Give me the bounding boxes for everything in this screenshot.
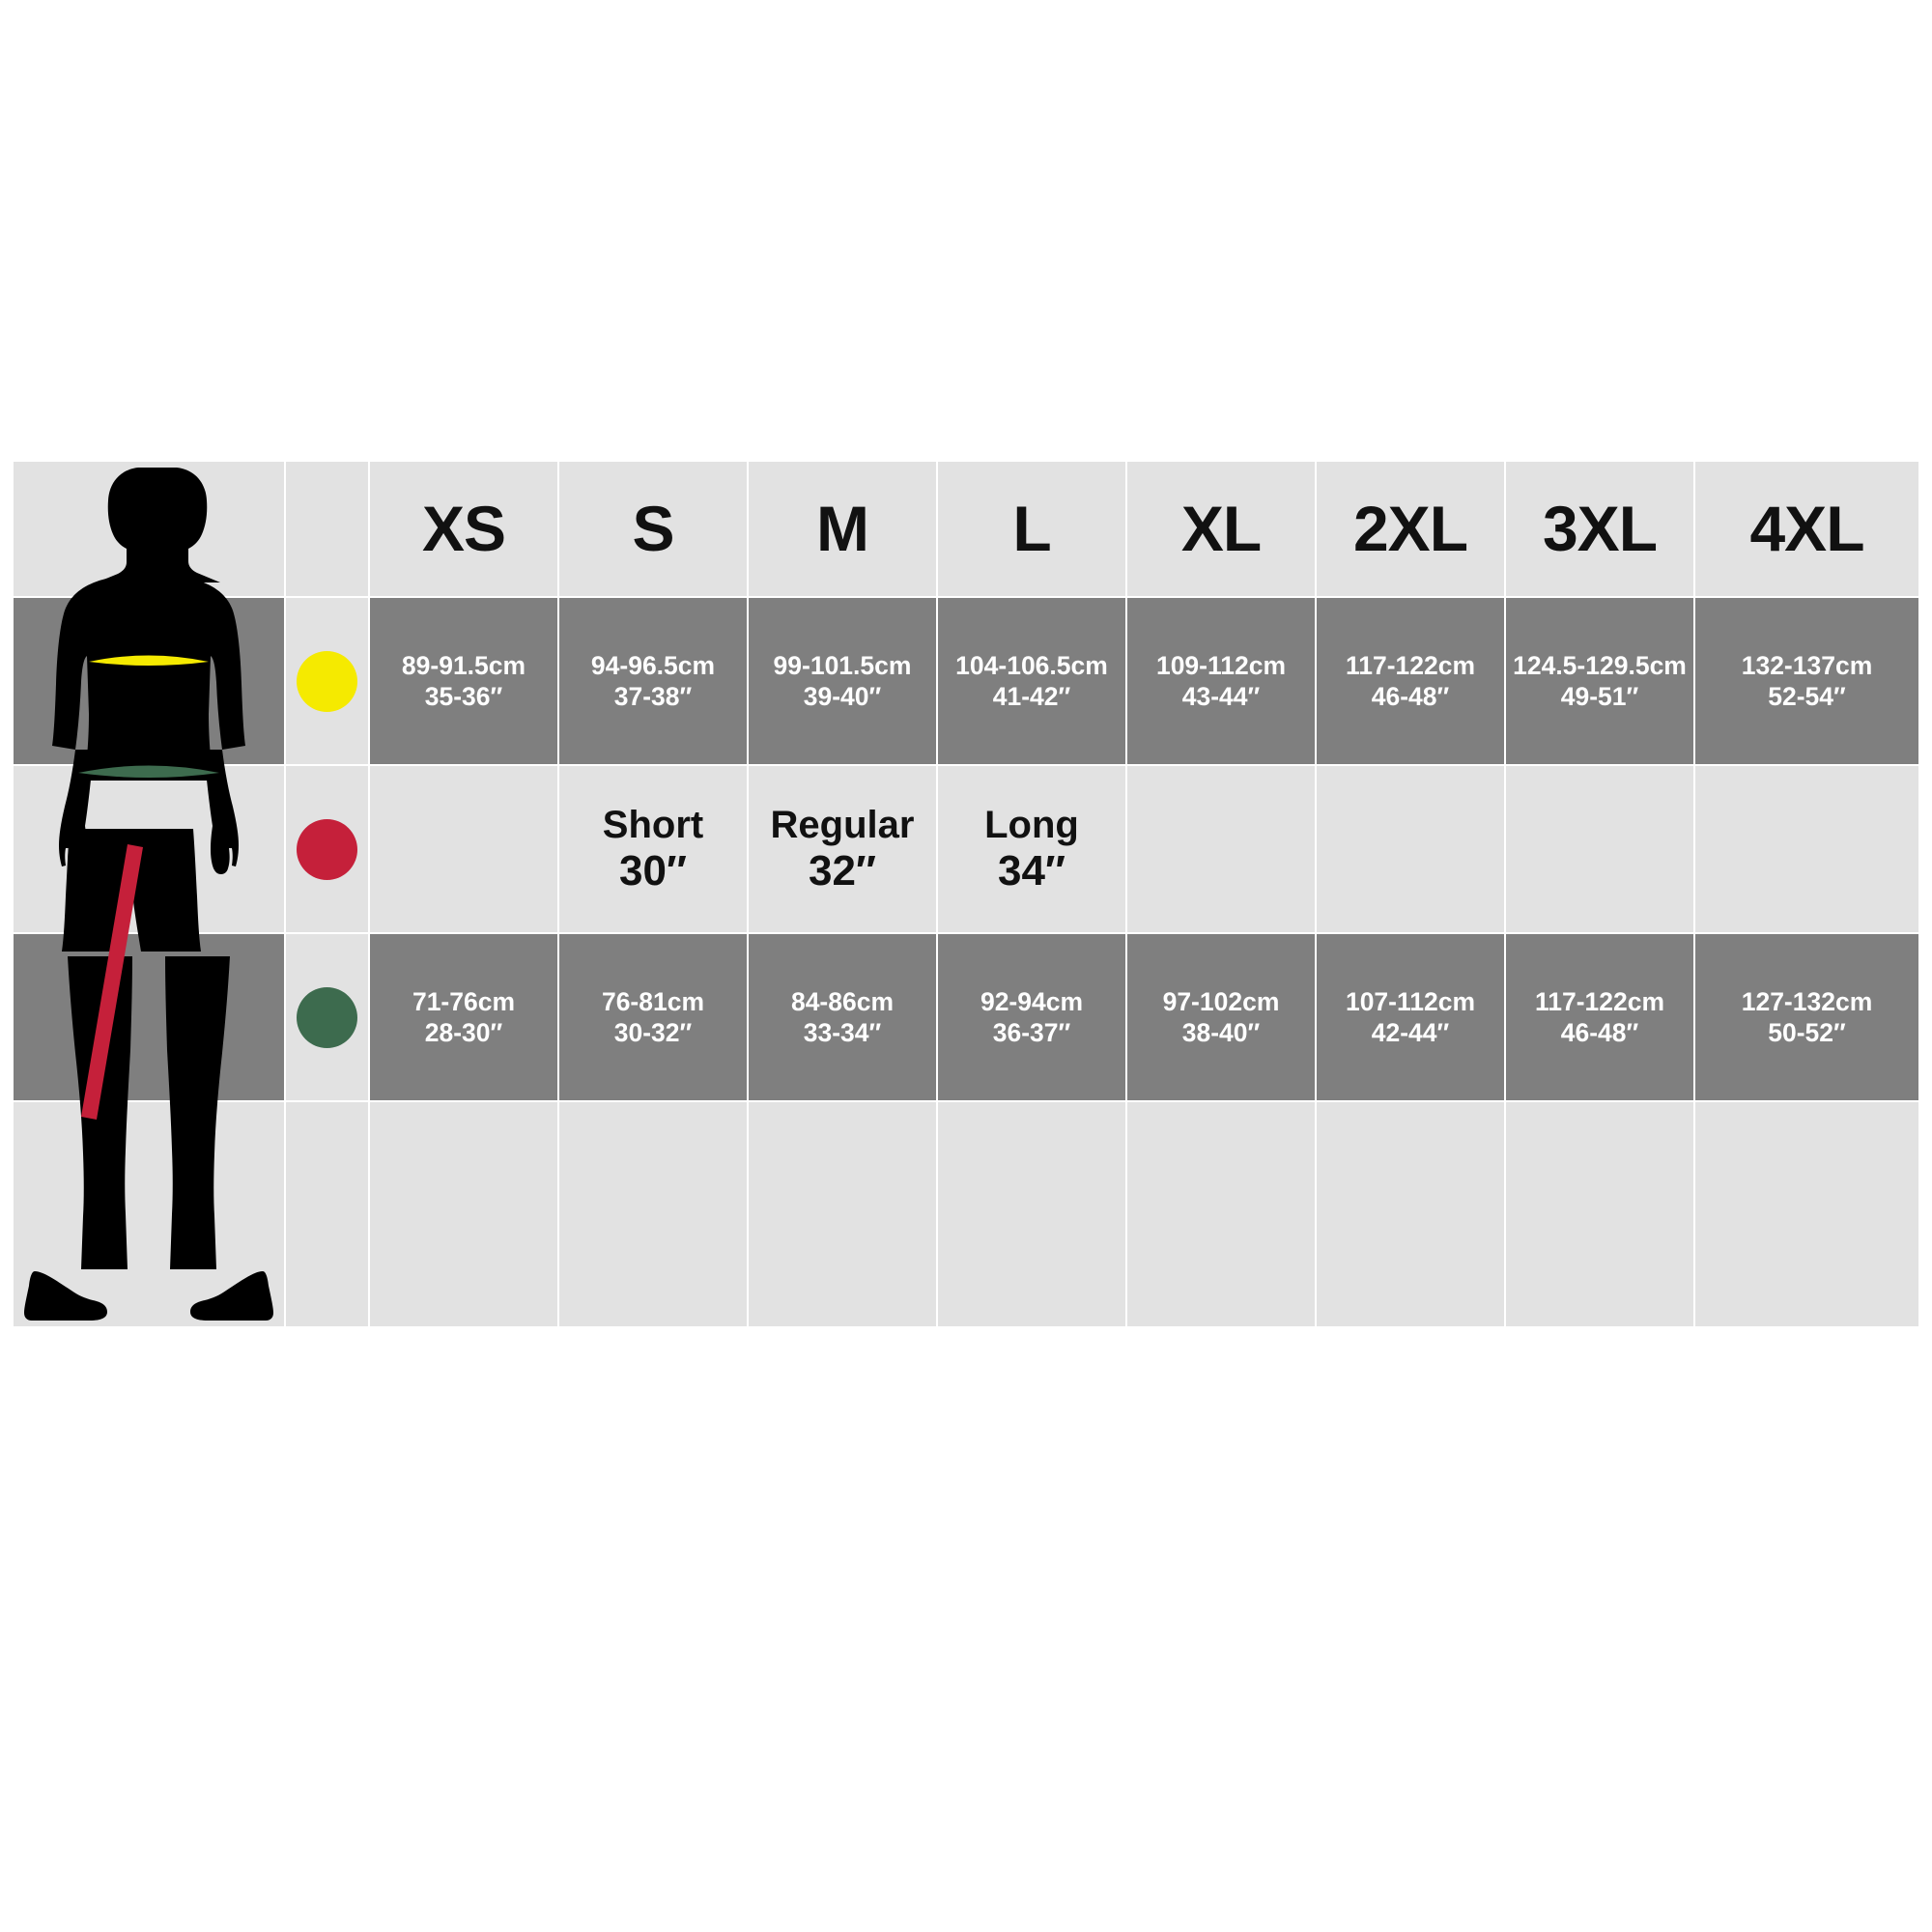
chest-value-xs-in: 35-36″ — [424, 682, 503, 711]
waist-value-xs — [370, 934, 557, 1100]
footer-cell-xs — [370, 1102, 557, 1326]
chest-value-3xl-cm: 124.5-129.5cm — [1513, 650, 1687, 680]
size-header-3xl-label: 3XL — [1542, 493, 1658, 565]
waist-marker-cell — [286, 934, 368, 1100]
chest-marker-icon — [297, 651, 357, 712]
body-silhouette-illustration — [14, 462, 284, 1326]
leg-value-long-label: Long — [984, 803, 1079, 846]
waist-value-s-in: 30-32″ — [613, 1018, 693, 1047]
leg-value-xs — [370, 766, 557, 932]
chest-value-4xl-in: 52-54″ — [1768, 682, 1846, 711]
waist-value-xs-cm: 71-76cm — [412, 986, 516, 1016]
chest-value-4xl-cm: 132-137cm — [1741, 650, 1873, 680]
waist-value-4xl — [1695, 934, 1918, 1100]
footer-cell-l — [938, 1102, 1125, 1326]
leg-length-marker-icon — [297, 819, 357, 880]
waist-value-4xl-in: 50-52″ — [1768, 1018, 1846, 1047]
leg-value-regular — [749, 766, 936, 932]
chest-value-l-cm: 104-106.5cm — [955, 650, 1108, 680]
leg-marker-cell — [286, 766, 368, 932]
waist-value-m-cm: 84-86cm — [790, 986, 895, 1016]
leg-value-long-number: 34″ — [997, 846, 1066, 895]
waist-value-3xl-cm: 117-122cm — [1534, 986, 1665, 1016]
chest-value-xl — [1127, 598, 1315, 764]
chest-value-xs — [370, 598, 557, 764]
size-header-xl-label: XL — [1180, 493, 1262, 565]
size-header-2xl-label: 2XL — [1352, 493, 1468, 565]
leg-value-short-number: 30″ — [618, 846, 688, 895]
size-header-l-label: L — [1012, 493, 1051, 565]
size-header-4xl-label: 4XL — [1749, 493, 1864, 565]
leg-value-2xl — [1317, 766, 1504, 932]
chest-value-2xl — [1317, 598, 1504, 764]
footer-cell-s — [559, 1102, 747, 1326]
footer-cell-xl — [1127, 1102, 1315, 1326]
waist-value-2xl-in: 42-44″ — [1371, 1018, 1450, 1047]
size-header-m-label: M — [816, 493, 868, 565]
waist-value-xl — [1127, 934, 1315, 1100]
waist-value-2xl — [1317, 934, 1504, 1100]
chest-value-s-in: 37-38″ — [613, 682, 693, 711]
size-header-2xl — [1317, 462, 1504, 596]
footer-cell-2xl — [1317, 1102, 1504, 1326]
waist-value-s — [559, 934, 747, 1100]
size-header-xl — [1127, 462, 1315, 596]
waist-value-l-cm: 92-94cm — [980, 986, 1084, 1016]
leg-value-short-label: Short — [602, 803, 704, 846]
waist-value-l-in: 36-37″ — [992, 1018, 1071, 1047]
size-header-xs — [370, 462, 557, 596]
marker-column-header — [286, 462, 368, 596]
waist-value-3xl — [1506, 934, 1693, 1100]
chest-marker-cell — [286, 598, 368, 764]
waist-value-xl-in: 38-40″ — [1181, 1018, 1261, 1047]
waist-value-3xl-in: 46-48″ — [1560, 1018, 1639, 1047]
chest-value-3xl — [1506, 598, 1693, 764]
waist-value-m — [749, 934, 936, 1100]
waist-value-m-in: 33-34″ — [803, 1018, 882, 1047]
size-header-s — [559, 462, 747, 596]
waist-value-s-cm: 76-81cm — [601, 986, 705, 1016]
waist-value-4xl-cm: 127-132cm — [1741, 986, 1873, 1016]
leg-value-short — [559, 766, 747, 932]
size-header-4xl — [1695, 462, 1918, 596]
chest-value-l — [938, 598, 1125, 764]
waist-value-xl-cm: 97-102cm — [1162, 986, 1280, 1016]
chest-value-xl-in: 43-44″ — [1181, 682, 1261, 711]
leg-value-long — [938, 766, 1125, 932]
footer-cell-m — [749, 1102, 936, 1326]
waist-value-l — [938, 934, 1125, 1100]
footer-cell-4xl — [1695, 1102, 1918, 1326]
chest-value-m-in: 39-40″ — [803, 682, 882, 711]
chest-value-4xl — [1695, 598, 1918, 764]
leg-value-4xl — [1695, 766, 1918, 932]
chest-value-xl-cm: 109-112cm — [1155, 650, 1287, 680]
chest-value-3xl-in: 49-51″ — [1560, 682, 1639, 711]
chest-value-xs-cm: 89-91.5cm — [401, 650, 526, 680]
waist-value-xs-in: 28-30″ — [424, 1018, 503, 1047]
size-header-l — [938, 462, 1125, 596]
size-header-xs-label: XS — [421, 493, 506, 565]
chest-value-s-cm: 94-96.5cm — [590, 650, 716, 680]
waist-value-2xl-cm: 107-112cm — [1345, 986, 1476, 1016]
chest-value-l-in: 41-42″ — [992, 682, 1071, 711]
size-chart — [14, 462, 1918, 1326]
marker-column-footer — [286, 1102, 368, 1326]
leg-value-3xl — [1506, 766, 1693, 932]
size-header-m — [749, 462, 936, 596]
chest-value-m-cm: 99-101.5cm — [773, 650, 912, 680]
leg-value-xl — [1127, 766, 1315, 932]
chest-value-m — [749, 598, 936, 764]
size-header-s-label: S — [632, 493, 674, 565]
footer-cell-3xl — [1506, 1102, 1693, 1326]
chest-value-s — [559, 598, 747, 764]
leg-value-regular-number: 32″ — [808, 846, 877, 895]
chest-value-2xl-cm: 117-122cm — [1345, 650, 1476, 680]
leg-value-regular-label: Regular — [770, 803, 915, 846]
size-header-3xl — [1506, 462, 1693, 596]
waist-marker-icon — [297, 987, 357, 1048]
chest-value-2xl-in: 46-48″ — [1371, 682, 1450, 711]
size-chart-grid — [14, 462, 1918, 1326]
